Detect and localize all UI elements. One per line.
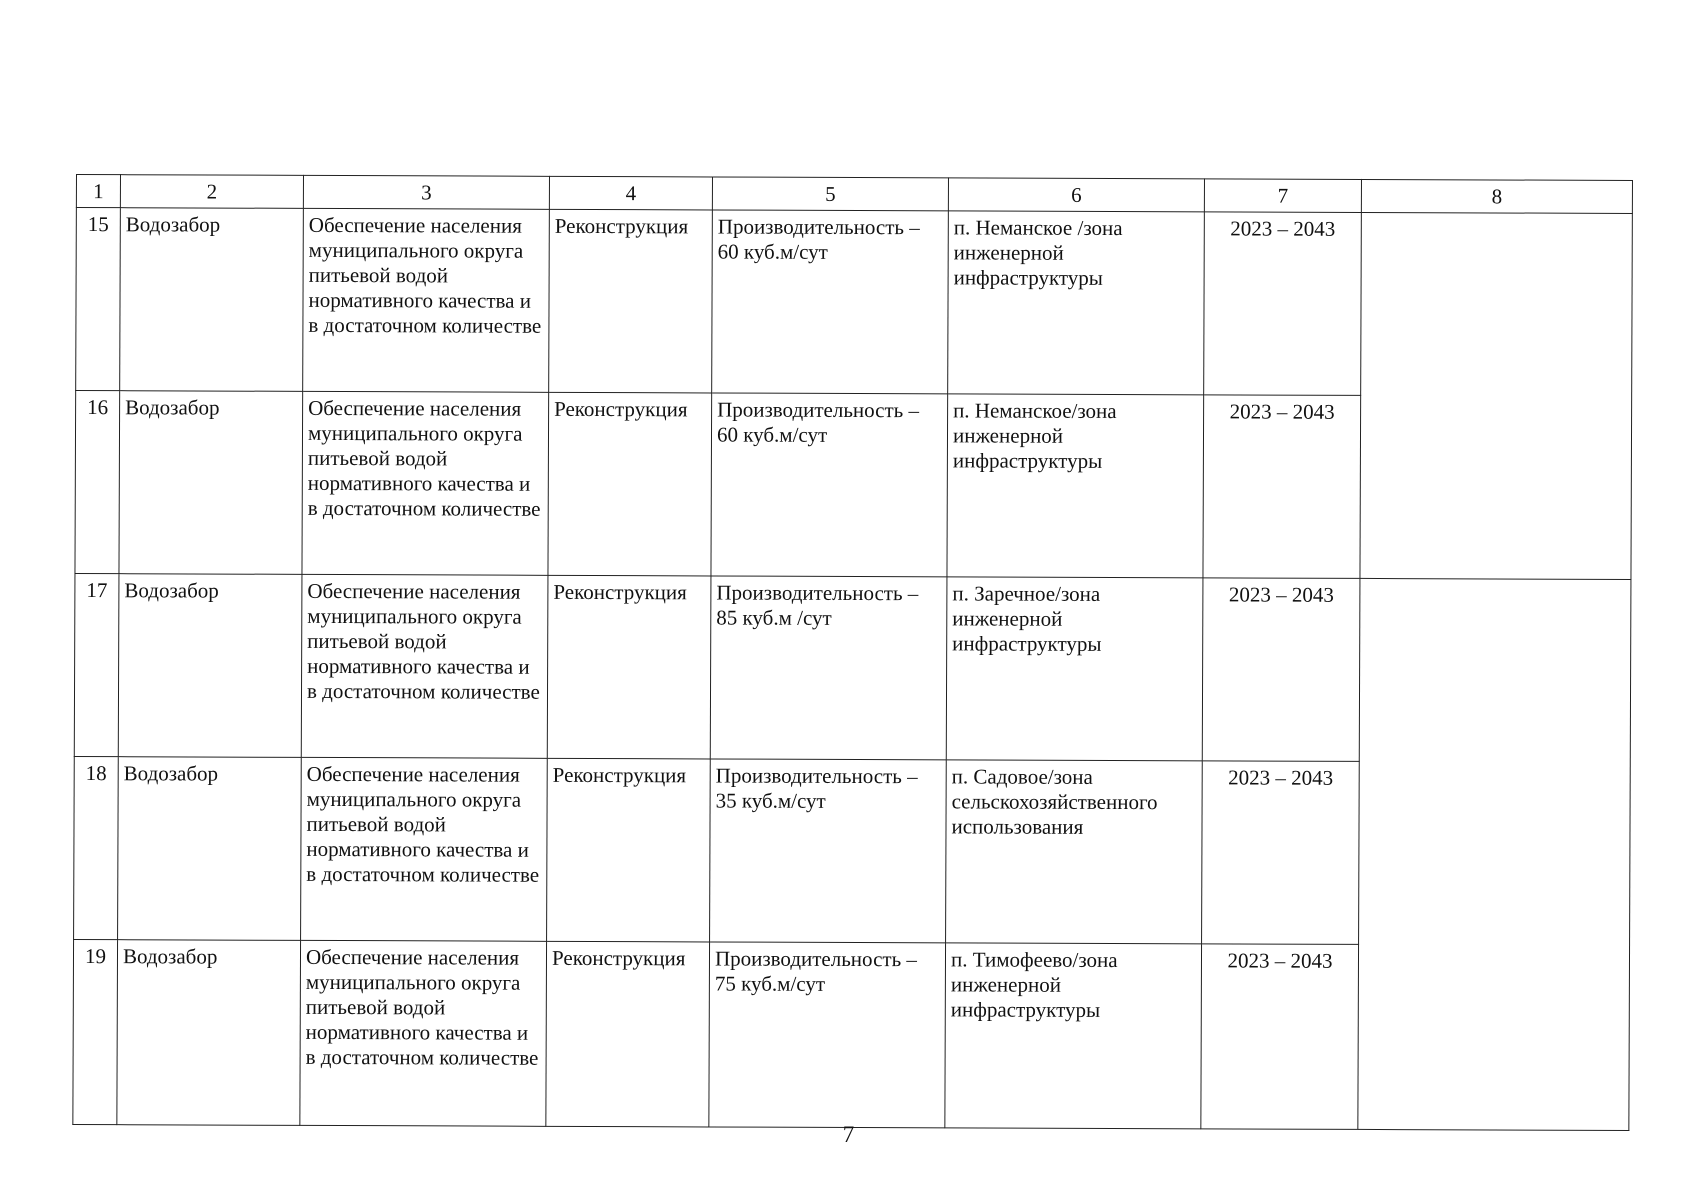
row-number: 17 <box>74 573 119 756</box>
work-type-cell: Реконструкция <box>547 575 711 759</box>
location-cell: п. Заречное/зона инженерной инфраструктуры <box>946 577 1203 761</box>
column-number-6: 6 <box>948 178 1204 212</box>
object-name-cell: Водозабор <box>119 391 303 575</box>
purpose-cell: Обеспечение населения муниципального округа питьевой водой нормативного качества и в достаточном количестве <box>301 574 548 758</box>
years-cell: 2023 – 2043 <box>1202 578 1360 762</box>
column-number-2: 2 <box>120 175 303 209</box>
row-number: 15 <box>76 208 121 391</box>
capacity-cell: Производительность – 75 куб.м/сут <box>709 942 946 1128</box>
column-number-3: 3 <box>303 175 549 209</box>
page-number-text: 7 <box>842 1122 855 1147</box>
column-number-1: 1 <box>76 175 120 208</box>
purpose-cell: Обеспечение населения муниципального округа питьевой водой нормативного качества и в достаточном количестве <box>300 940 547 1126</box>
location-cell: п. Неманское/зона инженерной инфраструктуры <box>947 394 1204 578</box>
location-cell: п. Садовое/зона сельскохозяйственного использования <box>946 760 1203 944</box>
notes-cell-merged <box>1358 578 1631 1130</box>
object-name-cell: Водозабор <box>117 940 301 1126</box>
years-cell: 2023 – 2043 <box>1203 395 1361 579</box>
object-name-cell: Водозабор <box>118 574 302 758</box>
object-name-cell: Водозабор <box>120 208 304 392</box>
years-cell: 2023 – 2043 <box>1201 944 1359 1130</box>
table-row <box>76 208 1633 397</box>
capacity-cell: Производительность – 85 куб.м /сут <box>710 576 947 760</box>
capacity-cell: Производительность – 35 куб.м/сут <box>710 759 947 943</box>
years-cell: 2023 – 2043 <box>1204 212 1362 396</box>
row-number: 19 <box>73 939 118 1124</box>
row-number: 18 <box>74 756 119 939</box>
location-cell: п. Неманское /зона инженерной инфраструктуры <box>948 211 1205 395</box>
capacity-cell: Производительность – 60 куб.м/сут <box>711 393 948 577</box>
notes-cell-merged <box>1360 212 1632 579</box>
page-number <box>0 1122 1697 1148</box>
column-number-8: 8 <box>1361 179 1632 213</box>
column-number-7: 7 <box>1204 179 1361 213</box>
column-number-5: 5 <box>712 177 948 211</box>
table-row <box>74 573 1631 762</box>
work-type-cell: Реконструкция <box>546 941 710 1127</box>
row-number: 16 <box>75 391 120 574</box>
facilities-table <box>72 174 1633 1131</box>
work-type-cell: Реконструкция <box>549 209 713 393</box>
purpose-cell: Обеспечение населения муниципального округа питьевой водой нормативного качества и в достаточном количестве <box>301 757 548 941</box>
work-type-cell: Реконструкция <box>548 392 712 576</box>
purpose-cell: Обеспечение населения муниципального округа питьевой водой нормативного качества и в достаточном количестве <box>303 208 550 392</box>
object-name-cell: Водозабор <box>118 757 302 941</box>
location-cell: п. Тимофеево/зона инженерной инфраструктуры <box>945 943 1202 1129</box>
capacity-cell: Производительность – 60 куб.м/сут <box>712 210 949 394</box>
years-cell: 2023 – 2043 <box>1202 761 1360 945</box>
work-type-cell: Реконструкция <box>547 758 711 942</box>
column-number-4: 4 <box>549 176 712 210</box>
purpose-cell: Обеспечение населения муниципального округа питьевой водой нормативного качества и в достаточном количестве <box>302 391 549 575</box>
